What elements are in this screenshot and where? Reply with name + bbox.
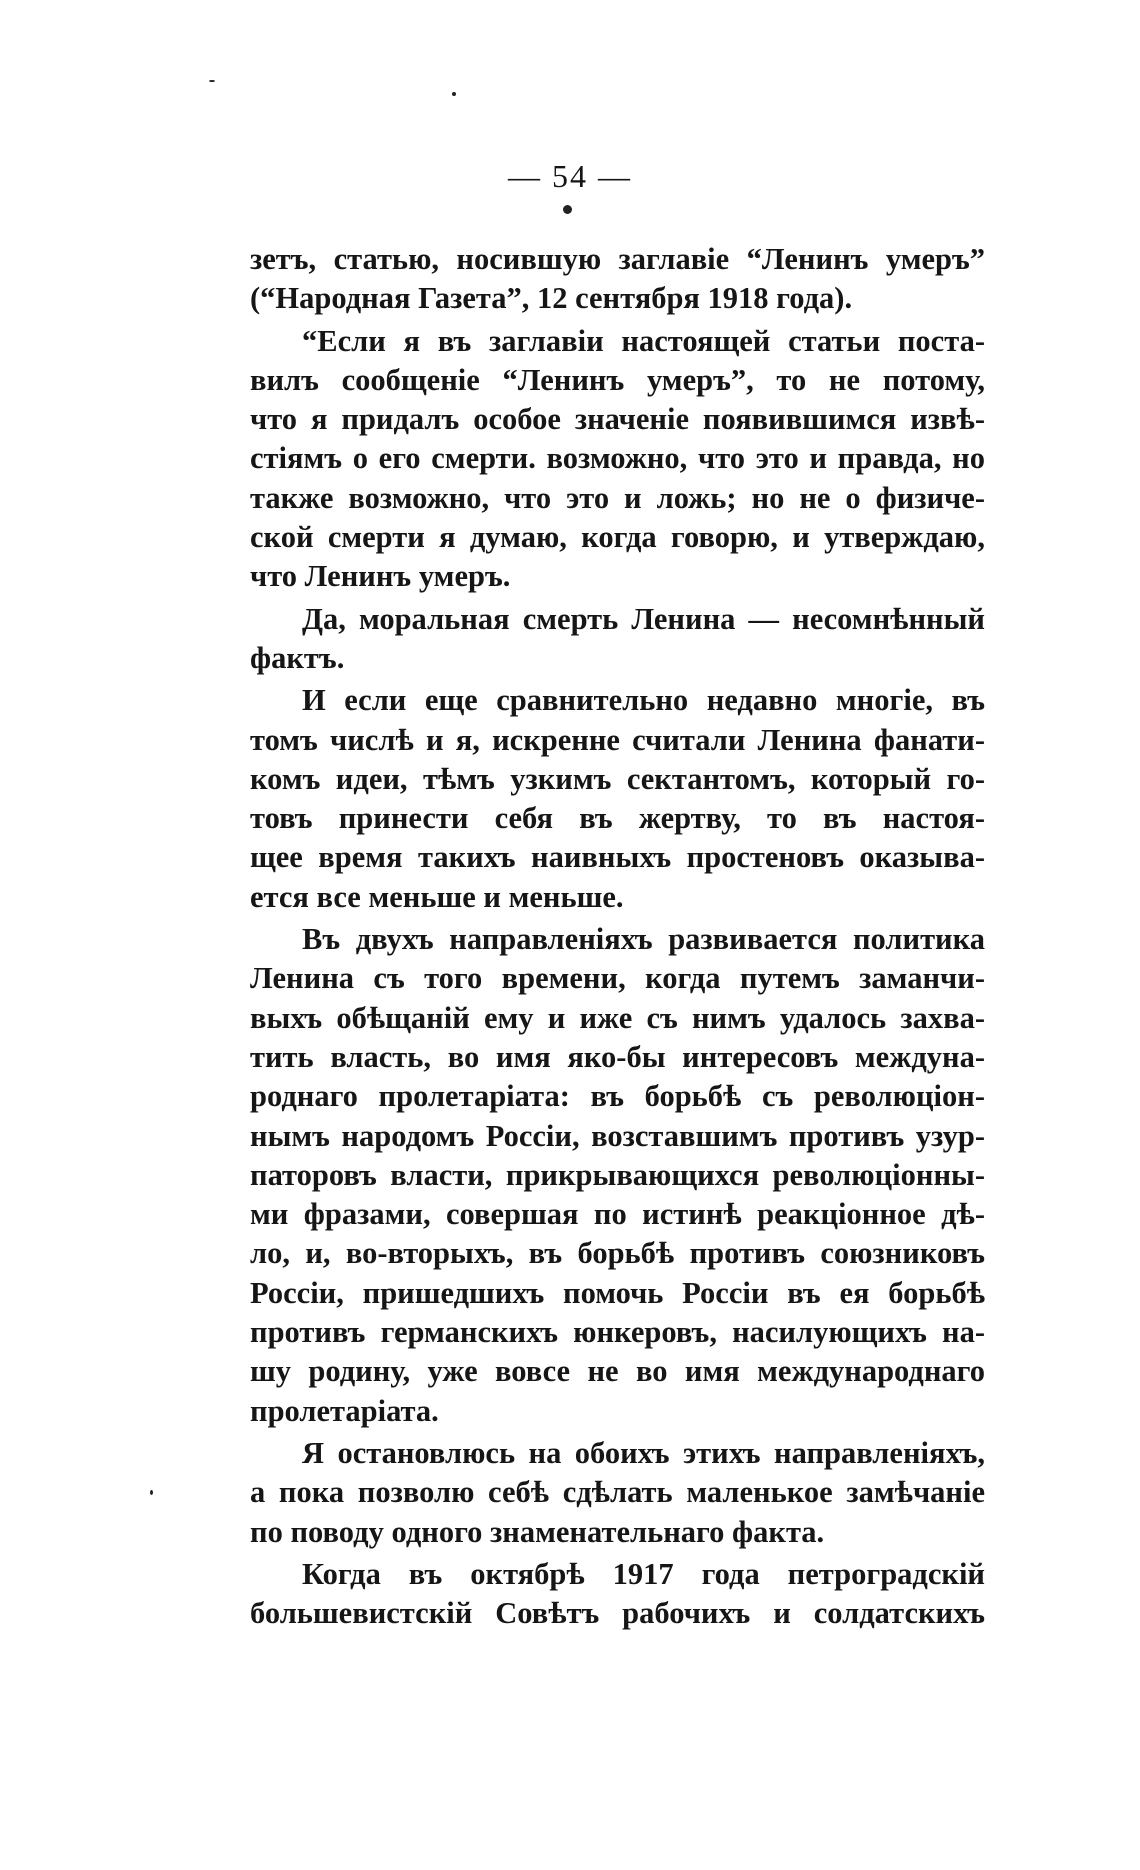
paragraph: [250, 600, 985, 679]
text-line: Ленина съ того времени, когда путемъ заманчи-: [250, 961, 985, 996]
page-number: — 54 —: [508, 158, 632, 194]
paragraph: [250, 681, 985, 917]
text-line: Россіи, пришедшихъ помочь Россіи въ ея борьбѣ: [250, 1275, 985, 1310]
text-line: Въ двухъ направленіяхъ развивается политика: [302, 922, 985, 957]
text-line: нымъ народомъ Россіи, возставшимъ противъ узур-: [250, 1118, 985, 1153]
text-line: щее время такихъ наивныхъ простеновъ оказыва-: [250, 840, 985, 875]
text-line: выхъ обѣщаній ему и иже съ нимъ удалось захва-: [250, 1000, 985, 1035]
text-line: фактъ.: [250, 640, 345, 675]
text-line: противъ германскихъ юнкеровъ, насилующихъ на-: [250, 1315, 985, 1350]
paragraph: [250, 240, 985, 319]
text-line: И если еще сравнительно недавно многіе, въ: [302, 683, 985, 718]
text-line: ми фразами, совершая по истинѣ реакціонное дѣ-: [250, 1197, 985, 1232]
text-line: пролетаріата.: [250, 1393, 439, 1428]
text-line: паторовъ власти, прикрывающихся революціонны-: [250, 1157, 985, 1192]
print-speck: [150, 1490, 153, 1495]
paragraph: [250, 920, 985, 1431]
text-line: тить власть, во имя яко-бы интересовъ междуна-: [250, 1039, 985, 1074]
text-line: “Если я въ заглавіи настоящей статьи поста-: [302, 323, 985, 358]
text-line: Да, моральная смерть Ленина — несомнѣнный: [302, 601, 985, 636]
text-line: что Ленинъ умеръ.: [250, 559, 511, 594]
text-line: ло, и, во-вторыхъ, въ борьбѣ противъ союзниковъ: [250, 1236, 985, 1271]
text-line: что я придалъ особое значеніе появившимся извѣ-: [250, 402, 985, 437]
text-line: шу родину, уже вовсе не во имя международнаго: [250, 1354, 985, 1389]
paragraph: [250, 1434, 985, 1552]
text-line: томъ числѣ и я, искренне считали Ленина фанати-: [250, 722, 985, 757]
print-speck: [209, 80, 215, 82]
paragraph: [250, 1555, 985, 1634]
text-line: большевистскій Совѣтъ рабочихъ и солдатскихъ: [250, 1596, 985, 1631]
text-line: а пока позволю себѣ сдѣлать маленькое замѣчаніе: [250, 1475, 985, 1510]
text-line: ется все меньше и меньше.: [250, 879, 624, 914]
text-line: зетъ, статью, носившую заглавіе “Ленинъ умеръ”: [250, 242, 985, 276]
text-line: ской смерти я думаю, когда говорю, и утверждаю,: [250, 520, 985, 555]
print-speck: [563, 205, 572, 214]
text-line: Когда въ октябрѣ 1917 года петроградскій: [302, 1556, 985, 1591]
text-line: комъ идеи, тѣмъ узкимъ сектантомъ, который го-: [250, 761, 985, 796]
text-line: по поводу одного знаменательнаго факта.: [250, 1514, 825, 1549]
text-line: Я остановлюсь на обоихъ этихъ направленіяхъ,: [302, 1435, 985, 1470]
text-line: (“Народная Газета”, 12 сентября 1918 года).: [250, 281, 853, 316]
paragraph: [250, 322, 985, 597]
text-line: роднаго пролетаріата: въ борьбѣ съ революціон-: [250, 1079, 985, 1114]
print-speck: [452, 92, 456, 96]
text-line: стіямъ о его смерти. возможно, что это и правда, но: [250, 441, 985, 476]
text-line: также возможно, что это и ложь; но не о физиче-: [250, 480, 985, 515]
body-text: [250, 240, 985, 1633]
text-line: товъ принести себя въ жертву, то въ настоя-: [250, 801, 985, 836]
text-line: вилъ сообщеніе “Ленинъ умеръ”, то не потому,: [250, 362, 985, 397]
